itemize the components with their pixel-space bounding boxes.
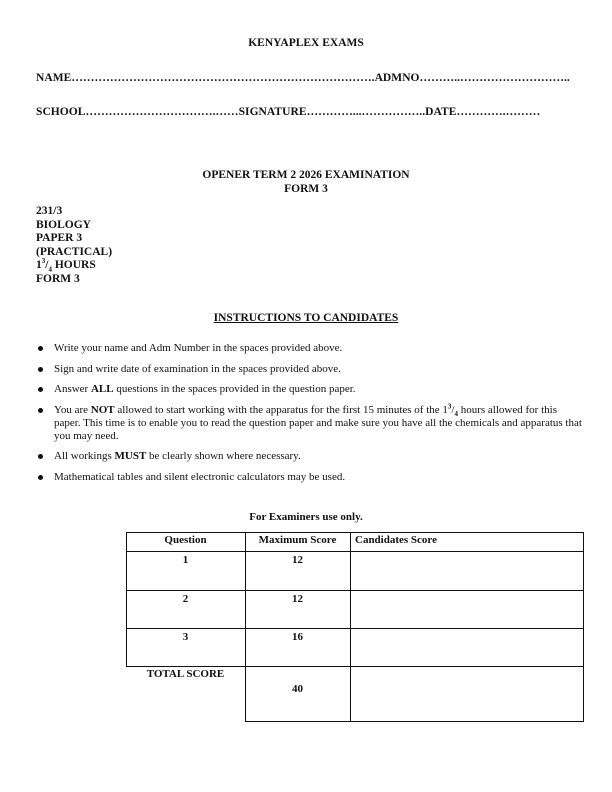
score-table [126,532,584,722]
max-score: 16 [292,631,303,643]
header-maximum-score: Maximum Score [258,534,337,546]
bullet-icon [38,408,43,413]
candidate-score-input[interactable] [351,629,583,666]
instruction-item: All workings MUST be clearly shown where necessary. [36,450,586,463]
total-candidate-score-input[interactable] [351,667,583,721]
paper-duration: $1^3/_4$ HOURS [36,257,96,274]
signature-field[interactable]: …………...…………….. [306,106,426,118]
bullet-icon [38,454,43,459]
exam-body-title: KENYAPLEX EXAMS [248,37,364,49]
bullet-icon [38,346,43,351]
duration-denominator: 4 [48,265,52,274]
paper-subject: BIOLOGY [36,218,91,231]
table-border-bottom [245,721,584,722]
school-signature-date-line [36,106,540,118]
table-border-right [583,532,584,722]
paper-info [36,205,112,287]
duration-whole: 1 [36,259,42,272]
instructions-heading: INSTRUCTIONS TO CANDIDATES [213,312,399,324]
paper-number: PAPER 3 [36,232,83,245]
instruction-item: You are NOT allowed to start working with the apparatus for the first 15 minutes of the $1^3/_4$ hours allowed for this paper. This time is to enable you to read the question paper and make sure you have all the chemicals and apparatus that you may need. [36,404,586,443]
exam-form: FORM 3 [284,183,328,195]
date-field[interactable]: ………….……… [456,106,541,118]
bullet-icon [38,387,43,392]
instruction-item: Mathematical tables and silent electronic calculators may be used. [36,471,586,484]
header-candidates-score: Candidates Score [355,534,437,546]
bullet-icon [38,475,43,480]
instructions-list [36,342,586,491]
paper-type: (PRACTICAL) [36,245,113,258]
signature-label: SIGNATURE [238,106,307,118]
candidate-score-input[interactable] [351,552,583,590]
admno-field[interactable]: ………..……………………….. [419,72,570,84]
exam-title: OPENER TERM 2 2026 EXAMINATION [202,169,410,181]
paper-code: 231/3 [36,205,63,217]
date-label: DATE [425,106,457,118]
name-field[interactable]: ……………………………………………………………………. [71,72,375,84]
name-admno-line [36,72,570,84]
admno-label: ADMNO [374,72,420,84]
school-label: SCHOOL [36,106,86,118]
school-field[interactable]: …………………………….…… [85,106,239,118]
instruction-item: Answer ALL questions in the spaces provided in the question paper. [36,383,586,396]
instruction-item: Write your name and Adm Number in the spaces provided above. [36,342,586,355]
max-score: 12 [292,593,303,605]
candidate-score-input[interactable] [351,591,583,628]
max-score: 12 [292,554,303,566]
duration-unit: HOURS [51,259,96,272]
name-label: NAME [36,72,72,84]
instruction-item: Sign and write date of examination in the spaces provided above. [36,363,586,376]
duration-numerator: 3 [41,257,46,266]
question-number: 2 [182,593,189,605]
exam-title-block [0,168,612,196]
bullet-icon [38,367,43,372]
total-max-score: 40 [292,683,303,695]
total-score-label: TOTAL SCORE [146,668,225,680]
paper-form: FORM 3 [36,272,80,285]
question-number: 1 [182,554,189,566]
examiners-caption: For Examiners use only. [249,511,363,523]
question-number: 3 [182,631,189,643]
header-question: Question [164,534,207,546]
